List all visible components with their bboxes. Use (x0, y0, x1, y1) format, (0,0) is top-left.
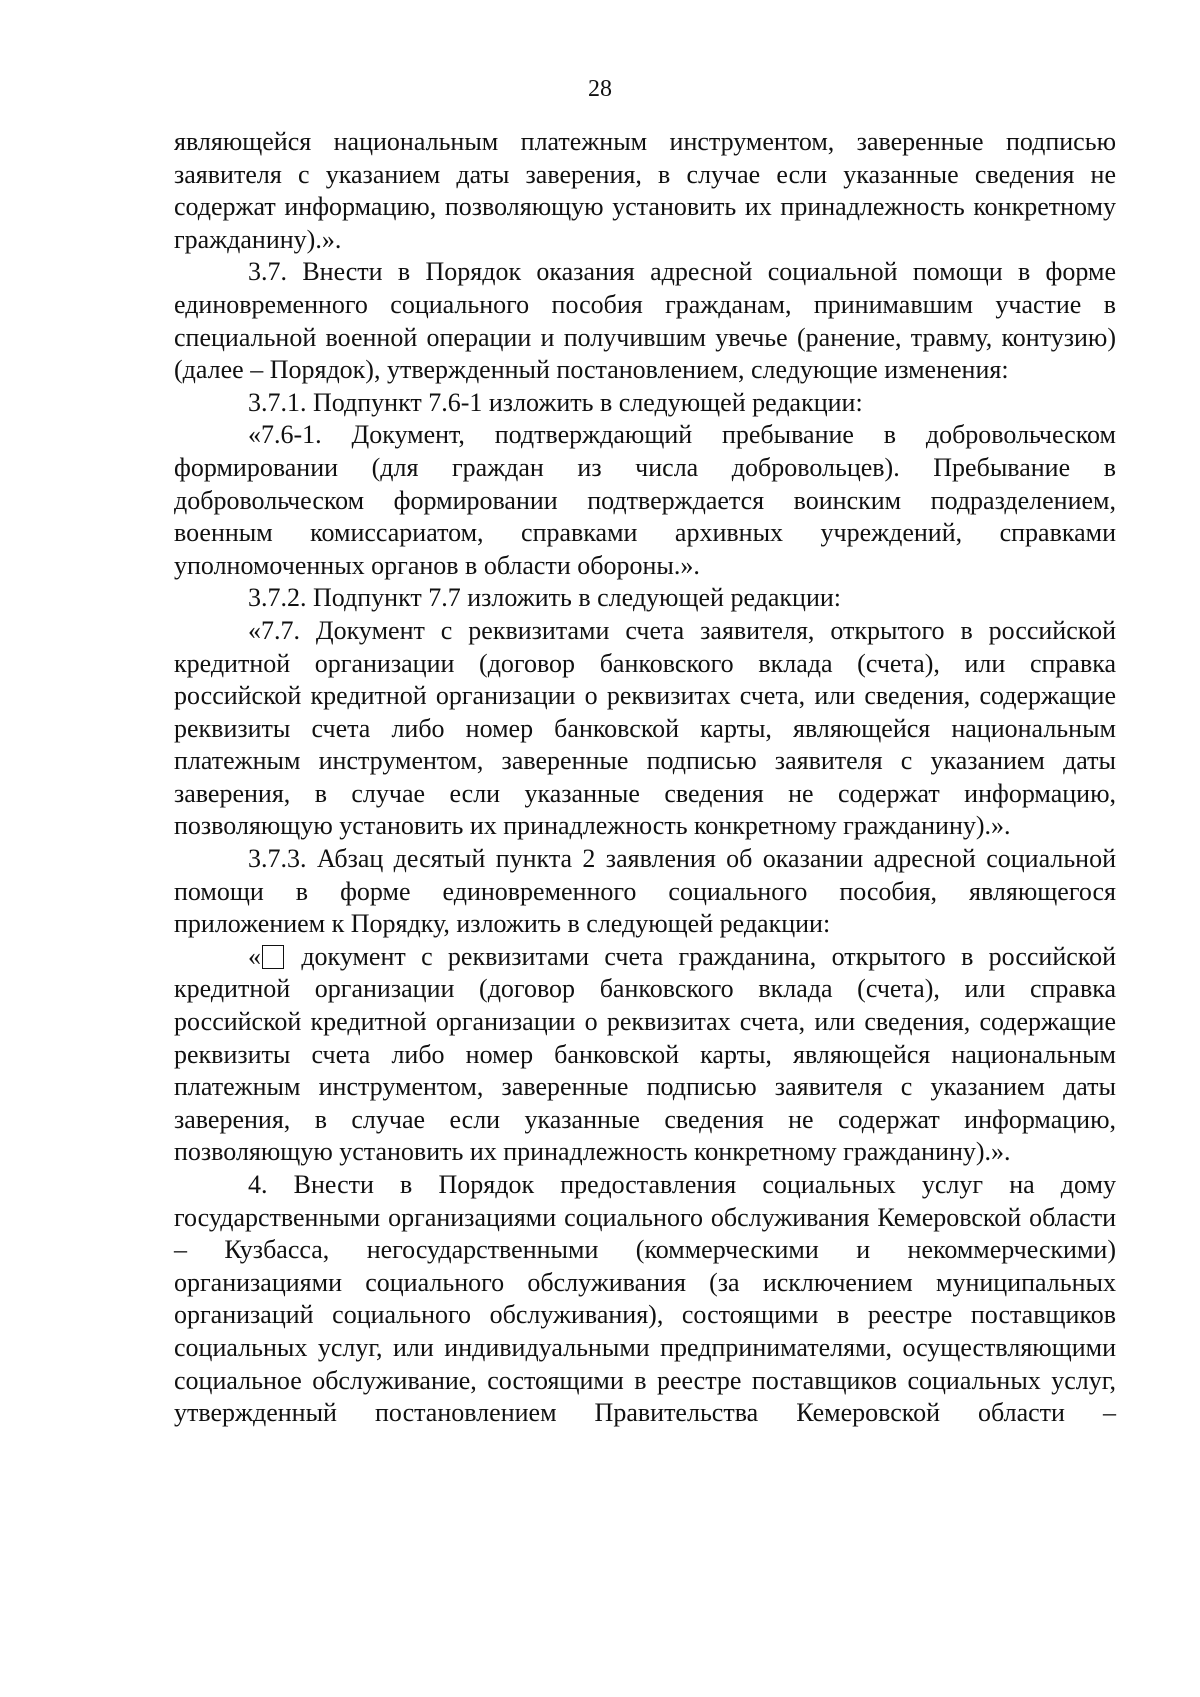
paragraph-3-7-1: 3.7.1. Подпункт 7.6-1 изложить в следующей редакции: (248, 387, 863, 417)
quote-open-mark: « (248, 941, 261, 971)
paragraph-checkbox-document (174, 941, 1116, 1169)
page-number: 28 (588, 76, 612, 102)
paragraph-continuation: являющейся национальным платежным инструментом, заверенные подписью заявителя с указанием даты заверения, в случае если указанные сведения не содержат информацию, позволяющую установить их принадлежность конкретному гражданину).». (174, 127, 1116, 254)
paragraph-checkbox-text: документ с реквизитами счета гражданина, открытого в российской кредитной организации (договор банковского вклада (счета), или справка российской кредитной организации о реквизитах счета, или сведения, содержащие реквизиты счета либо номер банковской карты, являющейся национальным платежным инструментом, заверенные подписью заявителя с указанием даты заверения, в случае если указанные сведения не содержат информацию, позволяющую установить их принадлежность конкретному гражданину).». (174, 941, 1116, 1167)
checkbox-icon (262, 945, 284, 969)
paragraph-3-7-2: 3.7.2. Подпункт 7.7 изложить в следующей редакции: (248, 583, 842, 613)
document-body (174, 126, 1116, 1430)
paragraph-3-7-3: 3.7.3. Абзац десятый пункта 2 заявления об оказании адресной социальной помощи в форме единовременного социального пособия, являющегося приложением к Порядку, изложить в следующей редакции: (174, 844, 1116, 939)
paragraph-3-7: 3.7. Внести в Порядок оказания адресной социальной помощи в форме единовременного социального пособия гражданам, принимавшим участие в специальной военной операции и получившим увечье (ранение, травму, контузию) (далее – Порядок), утвержденный постановлением, следующие изменения: (174, 257, 1116, 385)
paragraph-4: 4. Внести в Порядок предоставления социальных услуг на дому государственными организациями социального обслуживания Кемеровской области – Кузбасса, негосударственными (коммерческими и некоммерческими) организациями социального обслуживания (за исключением муниципальных организаций социального обслуживания), состоящими в реестре поставщиков социальных услуг, или индивидуальными предпринимателями, осуществляющими социальное обслуживание, состоящими в реестре поставщиков социальных услуг, утвержденный постановлением Правительства Кемеровской области – (174, 1170, 1116, 1428)
paragraph-quote-7-7: «7.7. Документ с реквизитами счета заявителя, открытого в российской кредитной организации (договор банковского вклада (счета), или справка российской кредитной организации о реквизитах счета, или сведения, содержащие реквизиты счета либо номер банковской карты, являющейся национальным платежным инструментом, заверенные подписью заявителя с указанием даты заверения, в случае если указанные сведения не содержат информацию, позволяющую установить их принадлежность конкретному гражданину).». (174, 615, 1116, 841)
paragraph-quote-7-6-1: «7.6-1. Документ, подтверждающий пребывание в добровольческом формировании (для граждан из числа добровольцев). Пребывание в добровольческом формировании подтверждается воинским подразделением, военным комиссариатом, справками архивных учреждений, справками уполномоченных органов в области обороны.». (174, 420, 1116, 580)
